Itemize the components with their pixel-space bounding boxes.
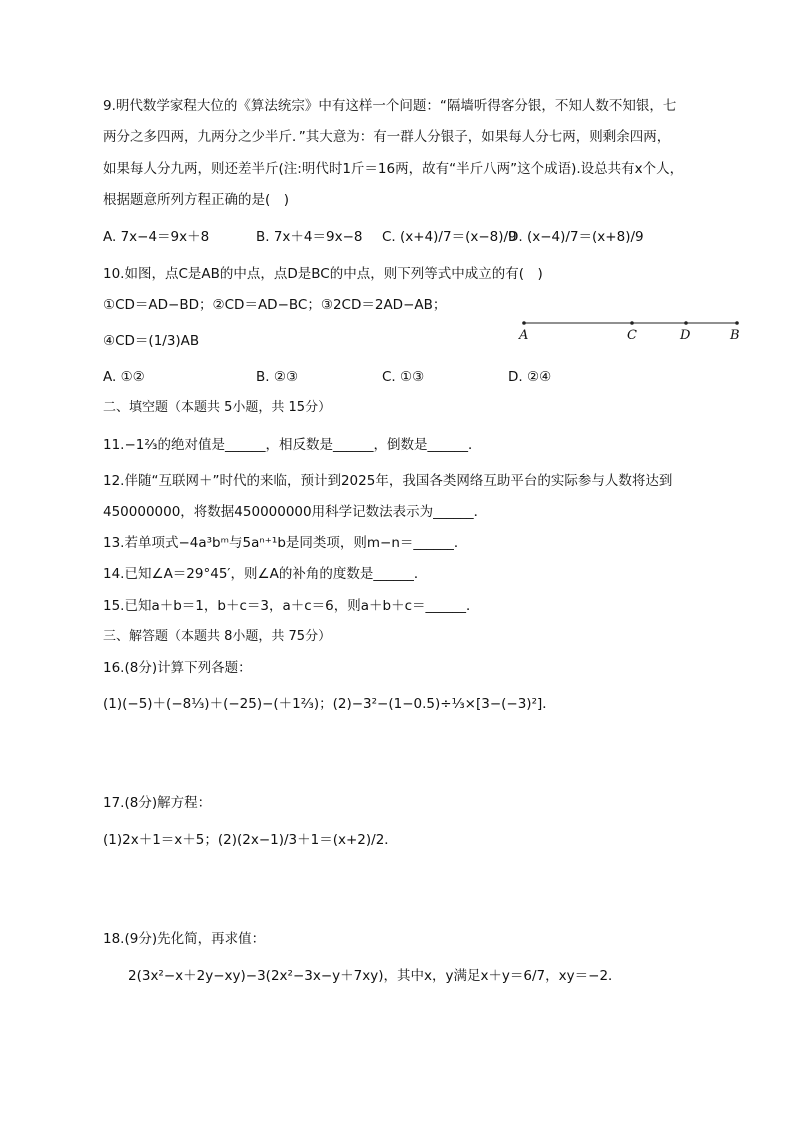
q9-option-c: C. (x+4)/7＝(x−8)/9 xyxy=(382,229,517,245)
q17-problems: (1)2x＋1＝x＋5；(2)(2x−1)/3＋1＝(x+2)/2． xyxy=(103,832,398,848)
q14-text: 14.已知∠A＝29°45′，则∠A的补角的度数是______． xyxy=(103,566,428,582)
point-b-label: B xyxy=(730,328,740,343)
q9-option-b: B. 7x＋4＝9x−8 xyxy=(256,229,363,245)
point-d-label: D xyxy=(680,328,691,343)
q18-expression: 2(3x²−x＋2y−xy)−3(2x²−3x−y＋7xy)，其中x，y满足x＋y＝6/7，xy＝−2． xyxy=(128,968,622,984)
q10-option-a: A. ①② xyxy=(103,369,145,385)
q9-line-1: 9.明代数学家程大位的《算法统宗》中有这样一个问题：“隔墙听得客分银，不知人数不知银，七 xyxy=(103,98,677,114)
q9-line-3: 如果每人分九两，则还差半斤(注:明代时1斤＝16两，故有“半斤八两”这个成语).设总共有x个人， xyxy=(103,161,684,177)
q9-option-a: A. 7x−4＝9x＋8 xyxy=(103,229,210,245)
q16-title: 16.(8分)计算下列各题： xyxy=(103,660,252,676)
q17-title: 17.(8分)解方程： xyxy=(103,795,212,811)
q12-line-1: 12.伴随“互联网＋”时代的来临，预计到2025年，我国各类网络互助平台的实际参与人数将达到 xyxy=(103,473,673,489)
q12-line-2: 450000000，将数据450000000用科学记数法表示为______． xyxy=(103,504,488,520)
q9-option-d: D. (x−4)/7＝(x+8)/9 xyxy=(508,229,644,245)
q10-option-c: C. ①③ xyxy=(382,369,425,385)
point-a-dot xyxy=(522,321,526,325)
q10-option-d: D. ②④ xyxy=(508,369,552,385)
point-c-label: C xyxy=(627,328,637,343)
q9-line-4: 根据题意所列方程正确的是( ) xyxy=(103,192,290,208)
section-3-heading: 三、解答题（本题共 8小题，共 75分） xyxy=(103,629,332,644)
point-b-dot xyxy=(735,321,739,325)
q16-problems: (1)(−5)＋(−8⅓)＋(−25)−(＋1⅔)；(2)−3²−(1−0.5)÷⅓×[3−(−3)²]． xyxy=(103,696,556,712)
q10-line-2: ①CD＝AD−BD；②CD＝AD−BC；③2CD＝2AD−AB； xyxy=(103,297,447,313)
q9-line-2: 两分之多四两，九两分之少半斤．”其大意为：有一群人分银子，如果每人分七两，则剩余四两， xyxy=(103,129,671,145)
q18-title: 18.(9分)先化简，再求值： xyxy=(103,931,266,947)
q15-text: 15.已知a＋b＝1，b＋c＝3，a＋c＝6，则a＋b＋c＝______． xyxy=(103,598,480,614)
point-c-dot xyxy=(630,321,634,325)
q10-line-1: 10.如图，点C是AB的中点，点D是BC的中点，则下列等式中成立的有( ) xyxy=(103,266,543,282)
point-d-dot xyxy=(684,321,688,325)
q13-text: 13.若单项式−4a³bᵐ与5aⁿ⁺¹b是同类项，则m−n＝______． xyxy=(103,535,468,551)
point-a-label: A xyxy=(519,328,529,343)
segment-diagram xyxy=(515,312,755,348)
q10-line-3: ④CD＝(1/3)AB xyxy=(103,333,200,349)
q11-text: 11.−1⅔的绝对值是______，相反数是______，倒数是______． xyxy=(103,437,482,453)
section-2-heading: 二、填空题（本题共 5小题，共 15分） xyxy=(103,400,332,415)
q10-option-b: B. ②③ xyxy=(256,369,299,385)
